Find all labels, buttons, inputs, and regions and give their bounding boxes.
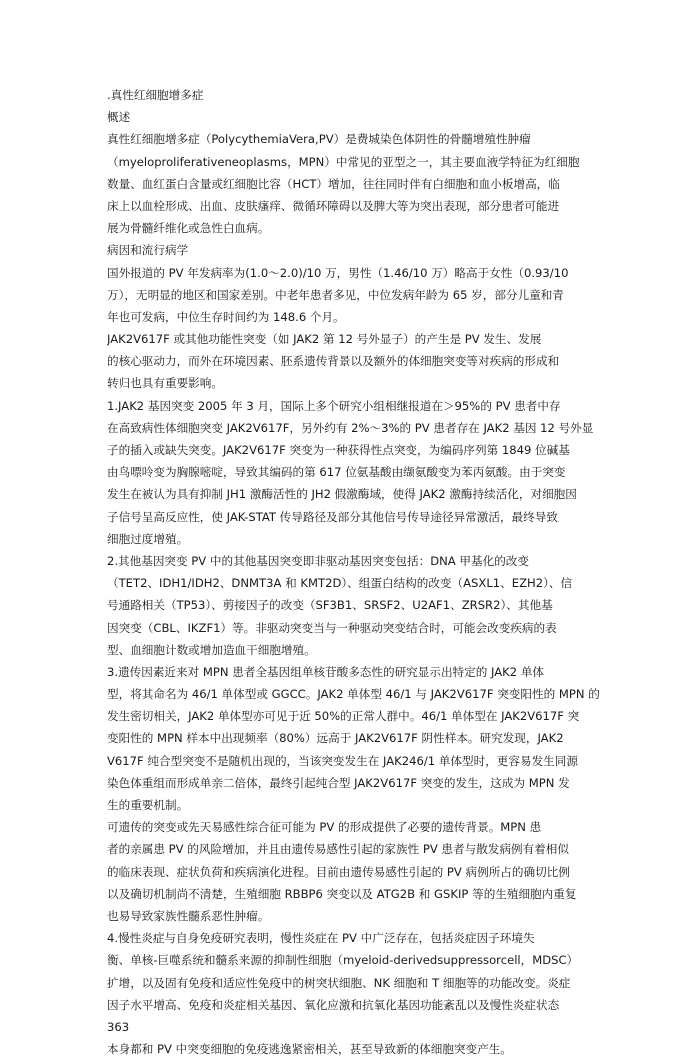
text-line: 的核心驱动力，而外在环境因素、胚系遗传背景以及额外的体细胞突变等对疾病的形成和 <box>107 354 560 369</box>
text-line: 变阳性的 MPN 样本中出现频率（80%）远高于 JAK2V617F 阴性样本。研究发现，JAK2 <box>107 731 564 746</box>
text-line: 也易导致家族性髓系恶性肿瘤。 <box>107 908 270 923</box>
text-line: 本身都和 PV 中突变细胞的免疫逃逸紧密相关，甚至导致新的体细胞突变产生。 <box>107 1042 512 1057</box>
text-line: 以及确切机制尚不清楚，生殖细胞 RBBP6 突变以及 ATG2B 和 GSKIP 等的生殖细胞内重复 <box>107 886 577 901</box>
text-line: 子信号呈高反应性，使 JAK-STAT 传导路径及部分其他信号传导途径异常激活，最终导致 <box>107 509 558 524</box>
text-line: 床上以血栓形成、出血、皮肤瘙痒、微循环障碍以及脾大等为突出表现，部分患者可能进 <box>107 198 560 213</box>
text-line: （myeloproliferativeneoplasms，MPN）中常见的亚型之一，其主要血液学特征为红细胞 <box>107 154 580 169</box>
text-line: 发生在被认为具有抑制 JH1 激酶活性的 JH2 假激酶域，使得 JAK2 激酶持续活化，对细胞因 <box>107 487 577 502</box>
text-line: 号通路相关（TP53）、剪接因子的改变（SF3B1、SRSF2、U2AF1、ZRSR2）、其他基 <box>107 598 553 613</box>
text-line: 的临床表现、症状负荷和疾病演化进程。目前由遗传易感性引起的 PV 病例所占的确切比例 <box>107 864 570 879</box>
text-line: 因子水平增高、免疫和炎症相关基因、氧化应激和抗氧化基因功能紊乱以及慢性炎症状态 <box>107 997 560 1012</box>
text-line: .真性红细胞增多症 <box>107 88 204 102</box>
text-line: 真性红细胞增多症（PolycythemiaVera,PV）是费城染色体阴性的骨髓增殖性肿瘤 <box>107 132 531 147</box>
text-line: 展为骨髓纤维化或急性白血病。 <box>107 221 270 236</box>
text-line: 1.JAK2 基因突变 2005 年 3 月，国际上多个研究小组相继报道在＞95%的 PV 患者中存 <box>107 398 561 413</box>
text-line: 发生密切相关，JAK2 单体型亦可见于近 50%的正常人群中。46/1 单体型在 JAK2V617F 突 <box>107 709 580 724</box>
text-line: 型，将其命名为 46/1 单体型或 GGCC。JAK2 单体型 46/1 与 JAK2V617F 突变阳性的 MPN 的 <box>107 687 600 702</box>
text-line: 型、血细胞计数或增加造血干细胞增殖。 <box>107 642 316 657</box>
text-line: 因突变（CBL、IKZF1）等。非驱动突变当与一种驱动突变结合时，可能会改变疾病的表 <box>107 620 557 635</box>
document-body <box>107 84 620 1060</box>
text-line: 概述 <box>107 110 131 125</box>
text-line: 3.遗传因素近来对 MPN 患者全基因组单核苷酸多态性的研究显示出特定的 JAK2 单体 <box>107 664 545 679</box>
text-line: 生的重要机制。 <box>107 798 189 812</box>
text-line: 万），无明显的地区和国家差别。中老年患者多见，中位发病年龄为 65 岁，部分儿童和青 <box>107 287 564 302</box>
text-line: 细胞过度增殖。 <box>107 531 189 546</box>
text-line: 年也可发病，中位生存时间约为 148.6 个月。 <box>107 309 345 324</box>
text-line: 国外报道的 PV 年发病率为(1.0～2.0)/10 万，男性（1.46/10 万）略高于女性（0.93/10 <box>107 265 569 280</box>
text-line: 染色体重组而形成单亲二倍体，最终引起纯合型 JAK2V617F 突变的发生，这成为 MPN 发 <box>107 775 570 790</box>
text-line: 由鸟嘌呤变为胸腺嘧啶，导致其编码的第 617 位氨基酸由缬氨酸变为苯丙氨酸。由于突变 <box>107 465 566 480</box>
text-line: 363 <box>107 1019 130 1034</box>
text-line: 衡、单核-巨噬系统和髓系来源的抑制性细胞（myeloid-derivedsuppressorcell，MDSC） <box>107 953 579 968</box>
text-line: JAK2V617F 或其他功能性突变（如 JAK2 第 12 号外显子）的产生是 PV 发生、发展 <box>107 332 542 347</box>
text-line: 者的亲属患 PV 的风险增加，并且由遗传易感性引起的家族性 PV 患者与散发病例有着相似 <box>107 842 569 857</box>
text-line: 数量、血红蛋白含量或红细胞比容（HCT）增加，往往同时伴有白细胞和血小板增高，临 <box>107 176 560 191</box>
text-line: 子的插入或缺失突变。JAK2V617F 突变为一种获得性点突变，为编码序列第 1849 位碱基 <box>107 443 570 457</box>
text-line: 扩增，以及固有免疫和适应性免疫中的树突状细胞、NK 细胞和 T 细胞等的功能改变。炎症 <box>107 975 571 990</box>
text-line: 在高致病性体细胞突变 JAK2V617F，另外约有 2%～3%的 PV 患者存在 JAK2 基因 12 号外显 <box>107 420 594 435</box>
text-line: 2.其他基因突变 PV 中的其他基因突变即非驱动基因突变包括：DNA 甲基化的改变 <box>107 553 529 568</box>
text-line: 病因和流行病学 <box>107 243 189 258</box>
text-line: 转归也具有重要影响。 <box>107 376 223 391</box>
text-line: 可遗传的突变或先天易感性综合征可能为 PV 的形成提供了必要的遗传背景。MPN 患 <box>107 820 542 835</box>
text-line: （TET2、IDH1/IDH2、DNMT3A 和 KMT2D）、组蛋白结构的改变（ASXL1、EZH2）、信 <box>107 576 573 591</box>
text-line: 4.慢性炎症与自身免疫研究表明，慢性炎症在 PV 中广泛存在，包括炎症因子环境失 <box>107 931 535 946</box>
text-line: V617F 纯合型突变不是随机出现的，当该突变发生在 JAK246/1 单体型时，更容易发生同源 <box>107 753 578 768</box>
